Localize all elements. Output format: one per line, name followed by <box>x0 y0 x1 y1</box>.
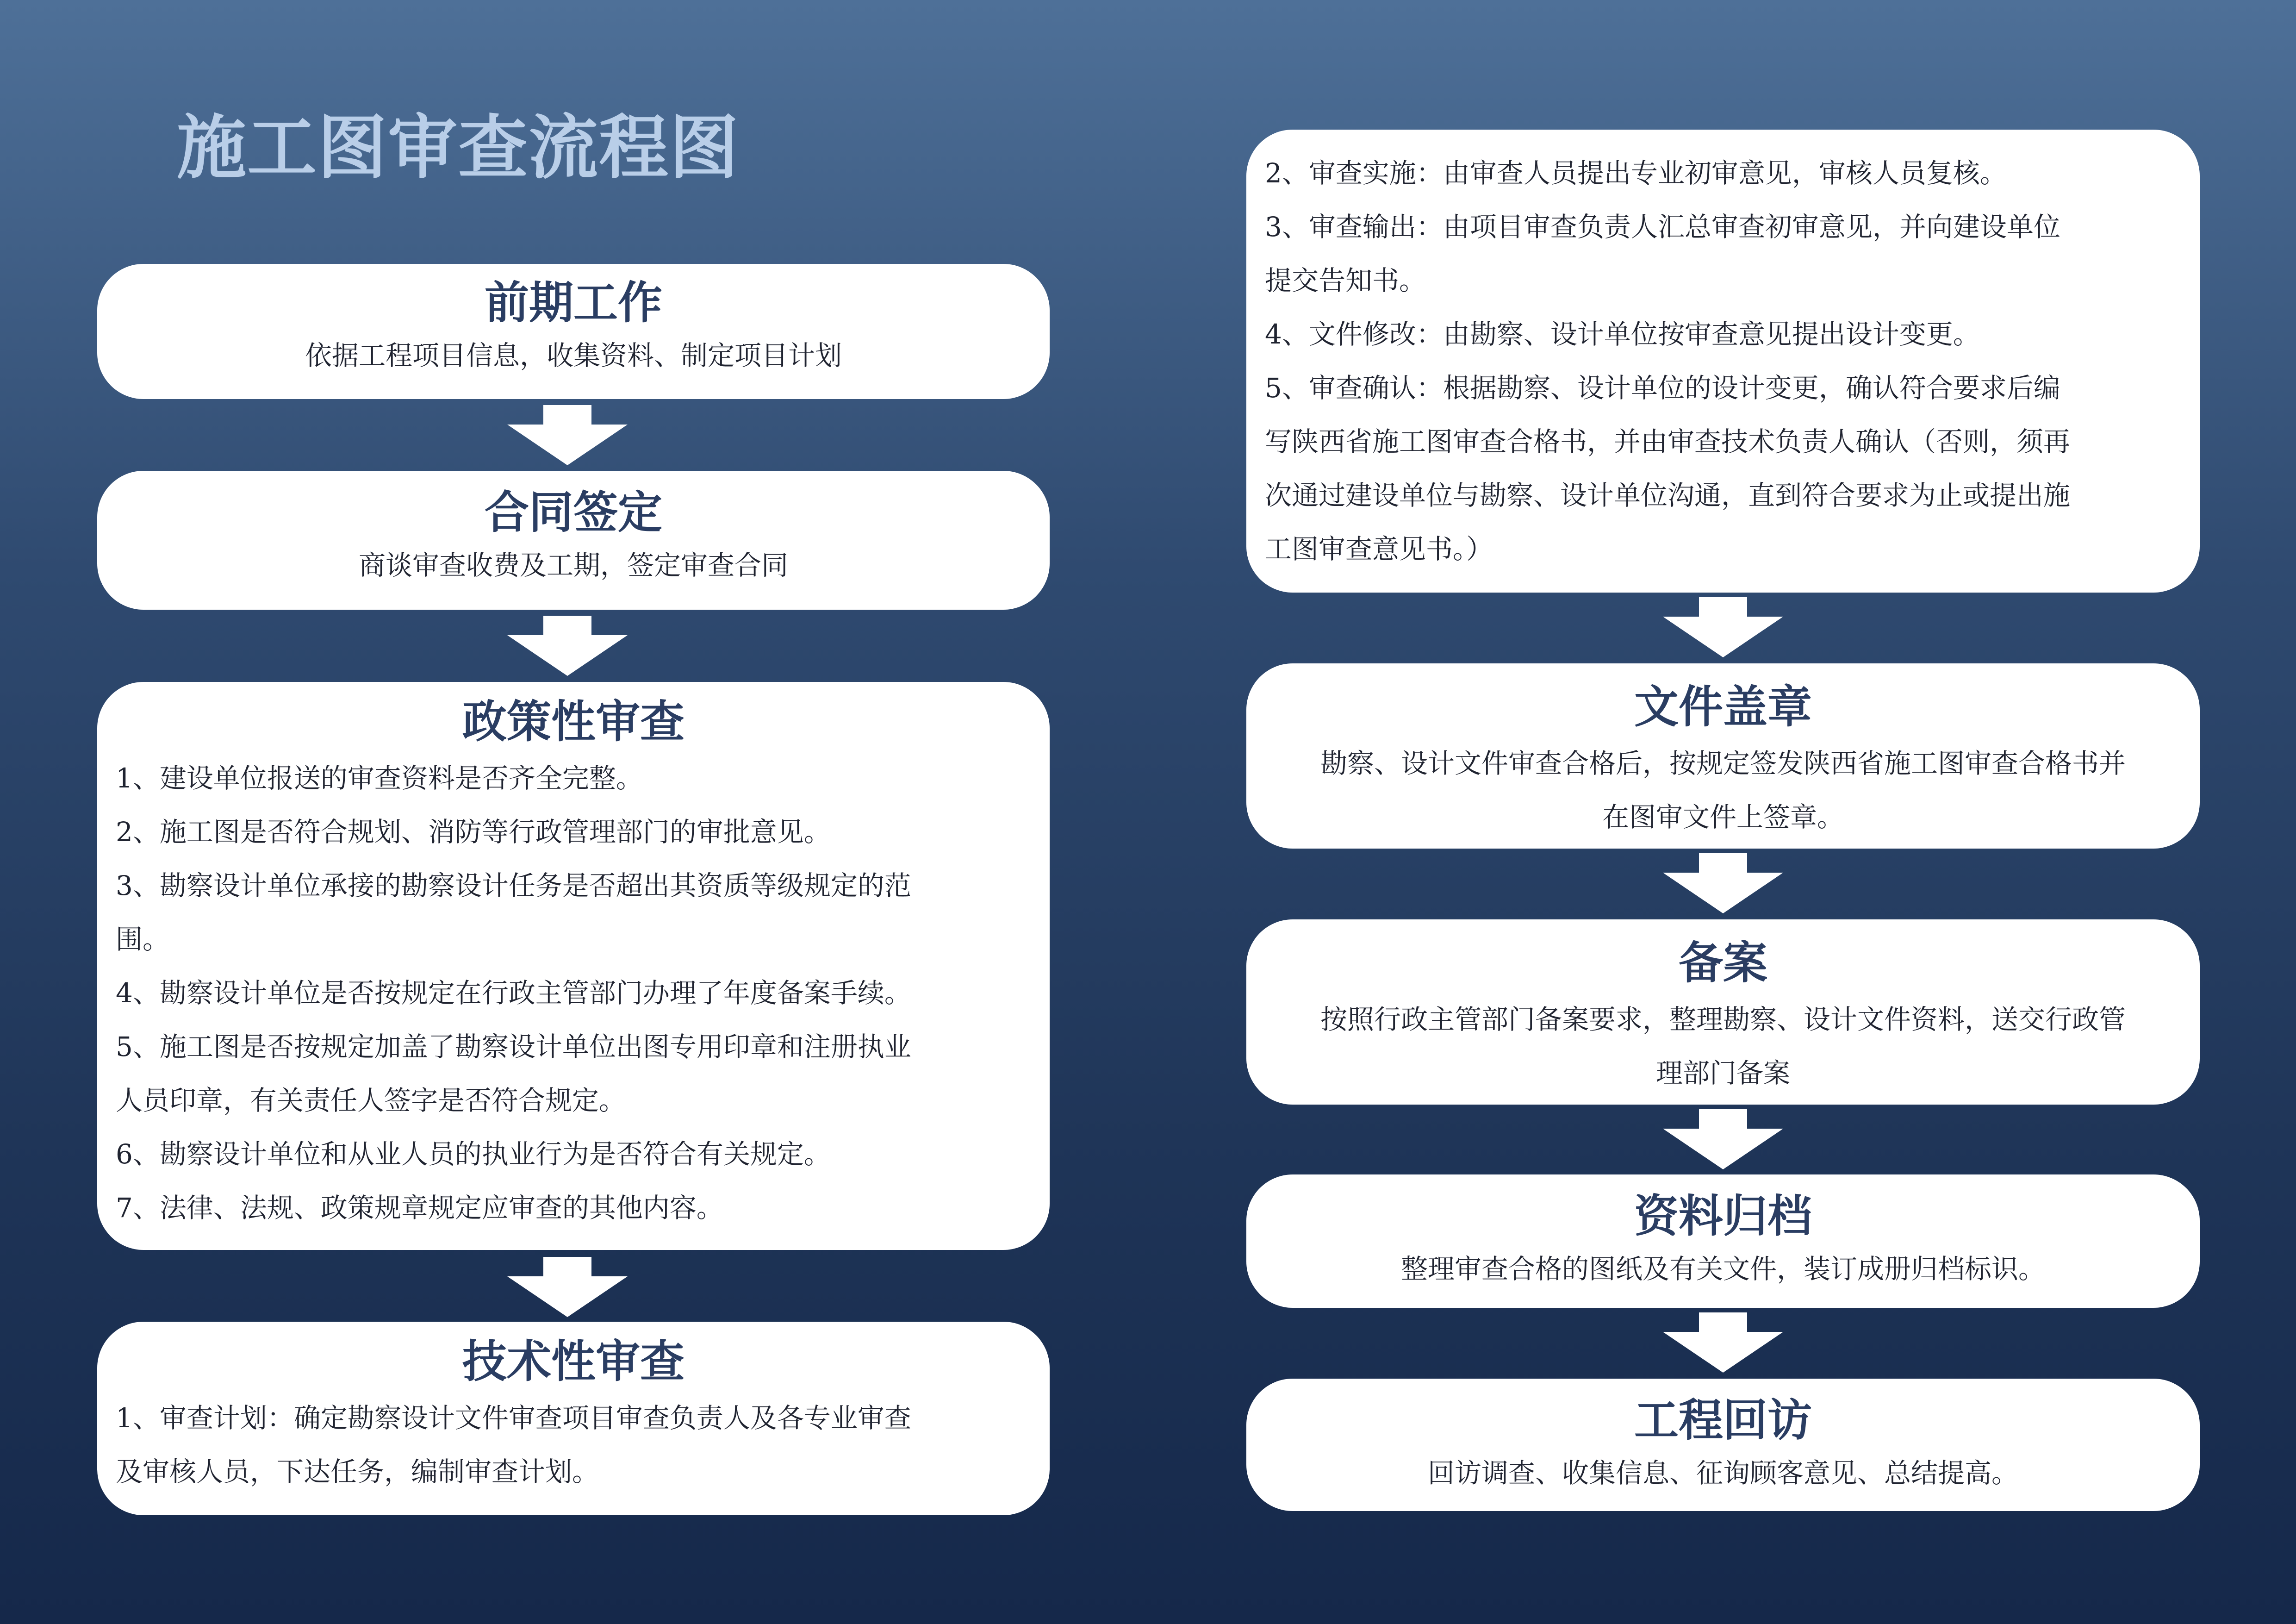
down-arrow-1 <box>507 405 628 465</box>
policy-item: 1、建设单位报送的审查资料是否齐全完整。 <box>116 762 643 794</box>
step-archive-text: 整理审查合格的图纸及有关文件，装订成册归档标识。 <box>1400 1253 2045 1285</box>
technical-item: 写陕西省施工图审查合格书，并由审查技术负责人确认（否则，须再 <box>1265 426 2071 457</box>
step-filing-text <box>1246 993 2200 1100</box>
stamp-line: 勘察、设计文件审查合格后，按规定签发陕西省施工图审查合格书并 <box>1320 748 2126 779</box>
step-technical-list <box>97 1391 1050 1499</box>
step-revisit-title: 工程回访 <box>1634 1394 1812 1446</box>
policy-item: 4、勘察设计单位是否按规定在行政主管部门办理了年度备案手续。 <box>116 977 911 1009</box>
step-technical-title: 技术性审查 <box>462 1336 684 1387</box>
step-stamp-text <box>1246 737 2200 844</box>
technical-item: 次通过建设单位与勘察、设计单位沟通，直到符合要求为止或提出施 <box>1265 480 2071 511</box>
step-policy-title: 政策性审查 <box>462 696 684 748</box>
down-arrow-3 <box>507 1257 628 1317</box>
step-prep-title: 前期工作 <box>485 277 662 329</box>
step-revisit-box <box>1246 1379 2200 1511</box>
down-arrow-2 <box>507 616 628 676</box>
step-archive-box <box>1246 1174 2200 1308</box>
technical-item: 提交告知书。 <box>1265 265 1426 296</box>
step-contract-box <box>97 471 1050 610</box>
step-policy-list <box>97 751 1050 1235</box>
step-revisit-text: 回访调查、收集信息、征询顾客意见、总结提高。 <box>1427 1457 2018 1489</box>
step-stamp-box <box>1246 663 2200 849</box>
step-filing-title: 备案 <box>1679 937 1767 989</box>
step-contract-text: 商谈审查收费及工期，签定审查合同 <box>358 550 788 581</box>
policy-item: 5、施工图是否按规定加盖了勘察设计单位出图专用印章和注册执业 <box>116 1031 911 1062</box>
policy-item: 3、勘察设计单位承接的勘察设计任务是否超出其资质等级规定的范 <box>116 870 911 901</box>
down-arrow-4 <box>1663 597 1783 657</box>
down-arrow-7 <box>1663 1312 1783 1373</box>
technical-item: 4、文件修改：由勘察、设计单位按审查意见提出设计变更。 <box>1265 319 1980 350</box>
step-technical-continued-box <box>1246 130 2200 593</box>
down-arrow-6 <box>1663 1109 1783 1169</box>
technical-item: 5、审查确认：根据勘察、设计单位的设计变更，确认符合要求后编 <box>1265 372 2060 404</box>
filing-line: 理部门备案 <box>1655 1057 1790 1089</box>
policy-item: 7、法律、法规、政策规章规定应审查的其他内容。 <box>116 1192 723 1224</box>
step-filing-box <box>1246 919 2200 1105</box>
step-policy-box <box>97 682 1050 1250</box>
step-technical-box <box>97 1322 1050 1515</box>
technical-item: 3、审查输出：由项目审查负责人汇总审查初审意见，并向建设单位 <box>1265 211 2060 243</box>
policy-item: 围。 <box>116 924 170 955</box>
step-prep-box <box>97 264 1050 399</box>
technical-continued-list <box>1246 130 2200 576</box>
page-title: 施工图审查流程图 <box>177 108 740 188</box>
policy-item: 6、勘察设计单位和从业人员的执业行为是否符合有关规定。 <box>116 1138 831 1170</box>
technical-item: 及审核人员，下达任务，编制审查计划。 <box>116 1456 599 1487</box>
step-archive-title: 资料归档 <box>1634 1190 1812 1242</box>
step-prep-text: 依据工程项目信息，收集资料、制定项目计划 <box>305 340 842 371</box>
policy-item: 2、施工图是否符合规划、消防等行政管理部门的审批意见。 <box>116 816 831 848</box>
technical-item: 2、审查实施：由审查人员提出专业初审意见，审核人员复核。 <box>1265 157 2007 189</box>
technical-item: 1、审查计划：确定勘察设计文件审查项目审查负责人及各专业审查 <box>116 1402 911 1434</box>
policy-item: 人员印章，有关责任人签字是否符合规定。 <box>116 1085 626 1116</box>
filing-line: 按照行政主管部门备案要求，整理勘察、设计文件资料，送交行政管 <box>1320 1004 2126 1035</box>
technical-item: 工图审查意见书。） <box>1265 533 1493 565</box>
down-arrow-5 <box>1663 853 1783 913</box>
stamp-line: 在图审文件上签章。 <box>1602 801 1844 833</box>
step-contract-title: 合同签定 <box>485 487 662 538</box>
step-stamp-title: 文件盖章 <box>1634 681 1812 733</box>
